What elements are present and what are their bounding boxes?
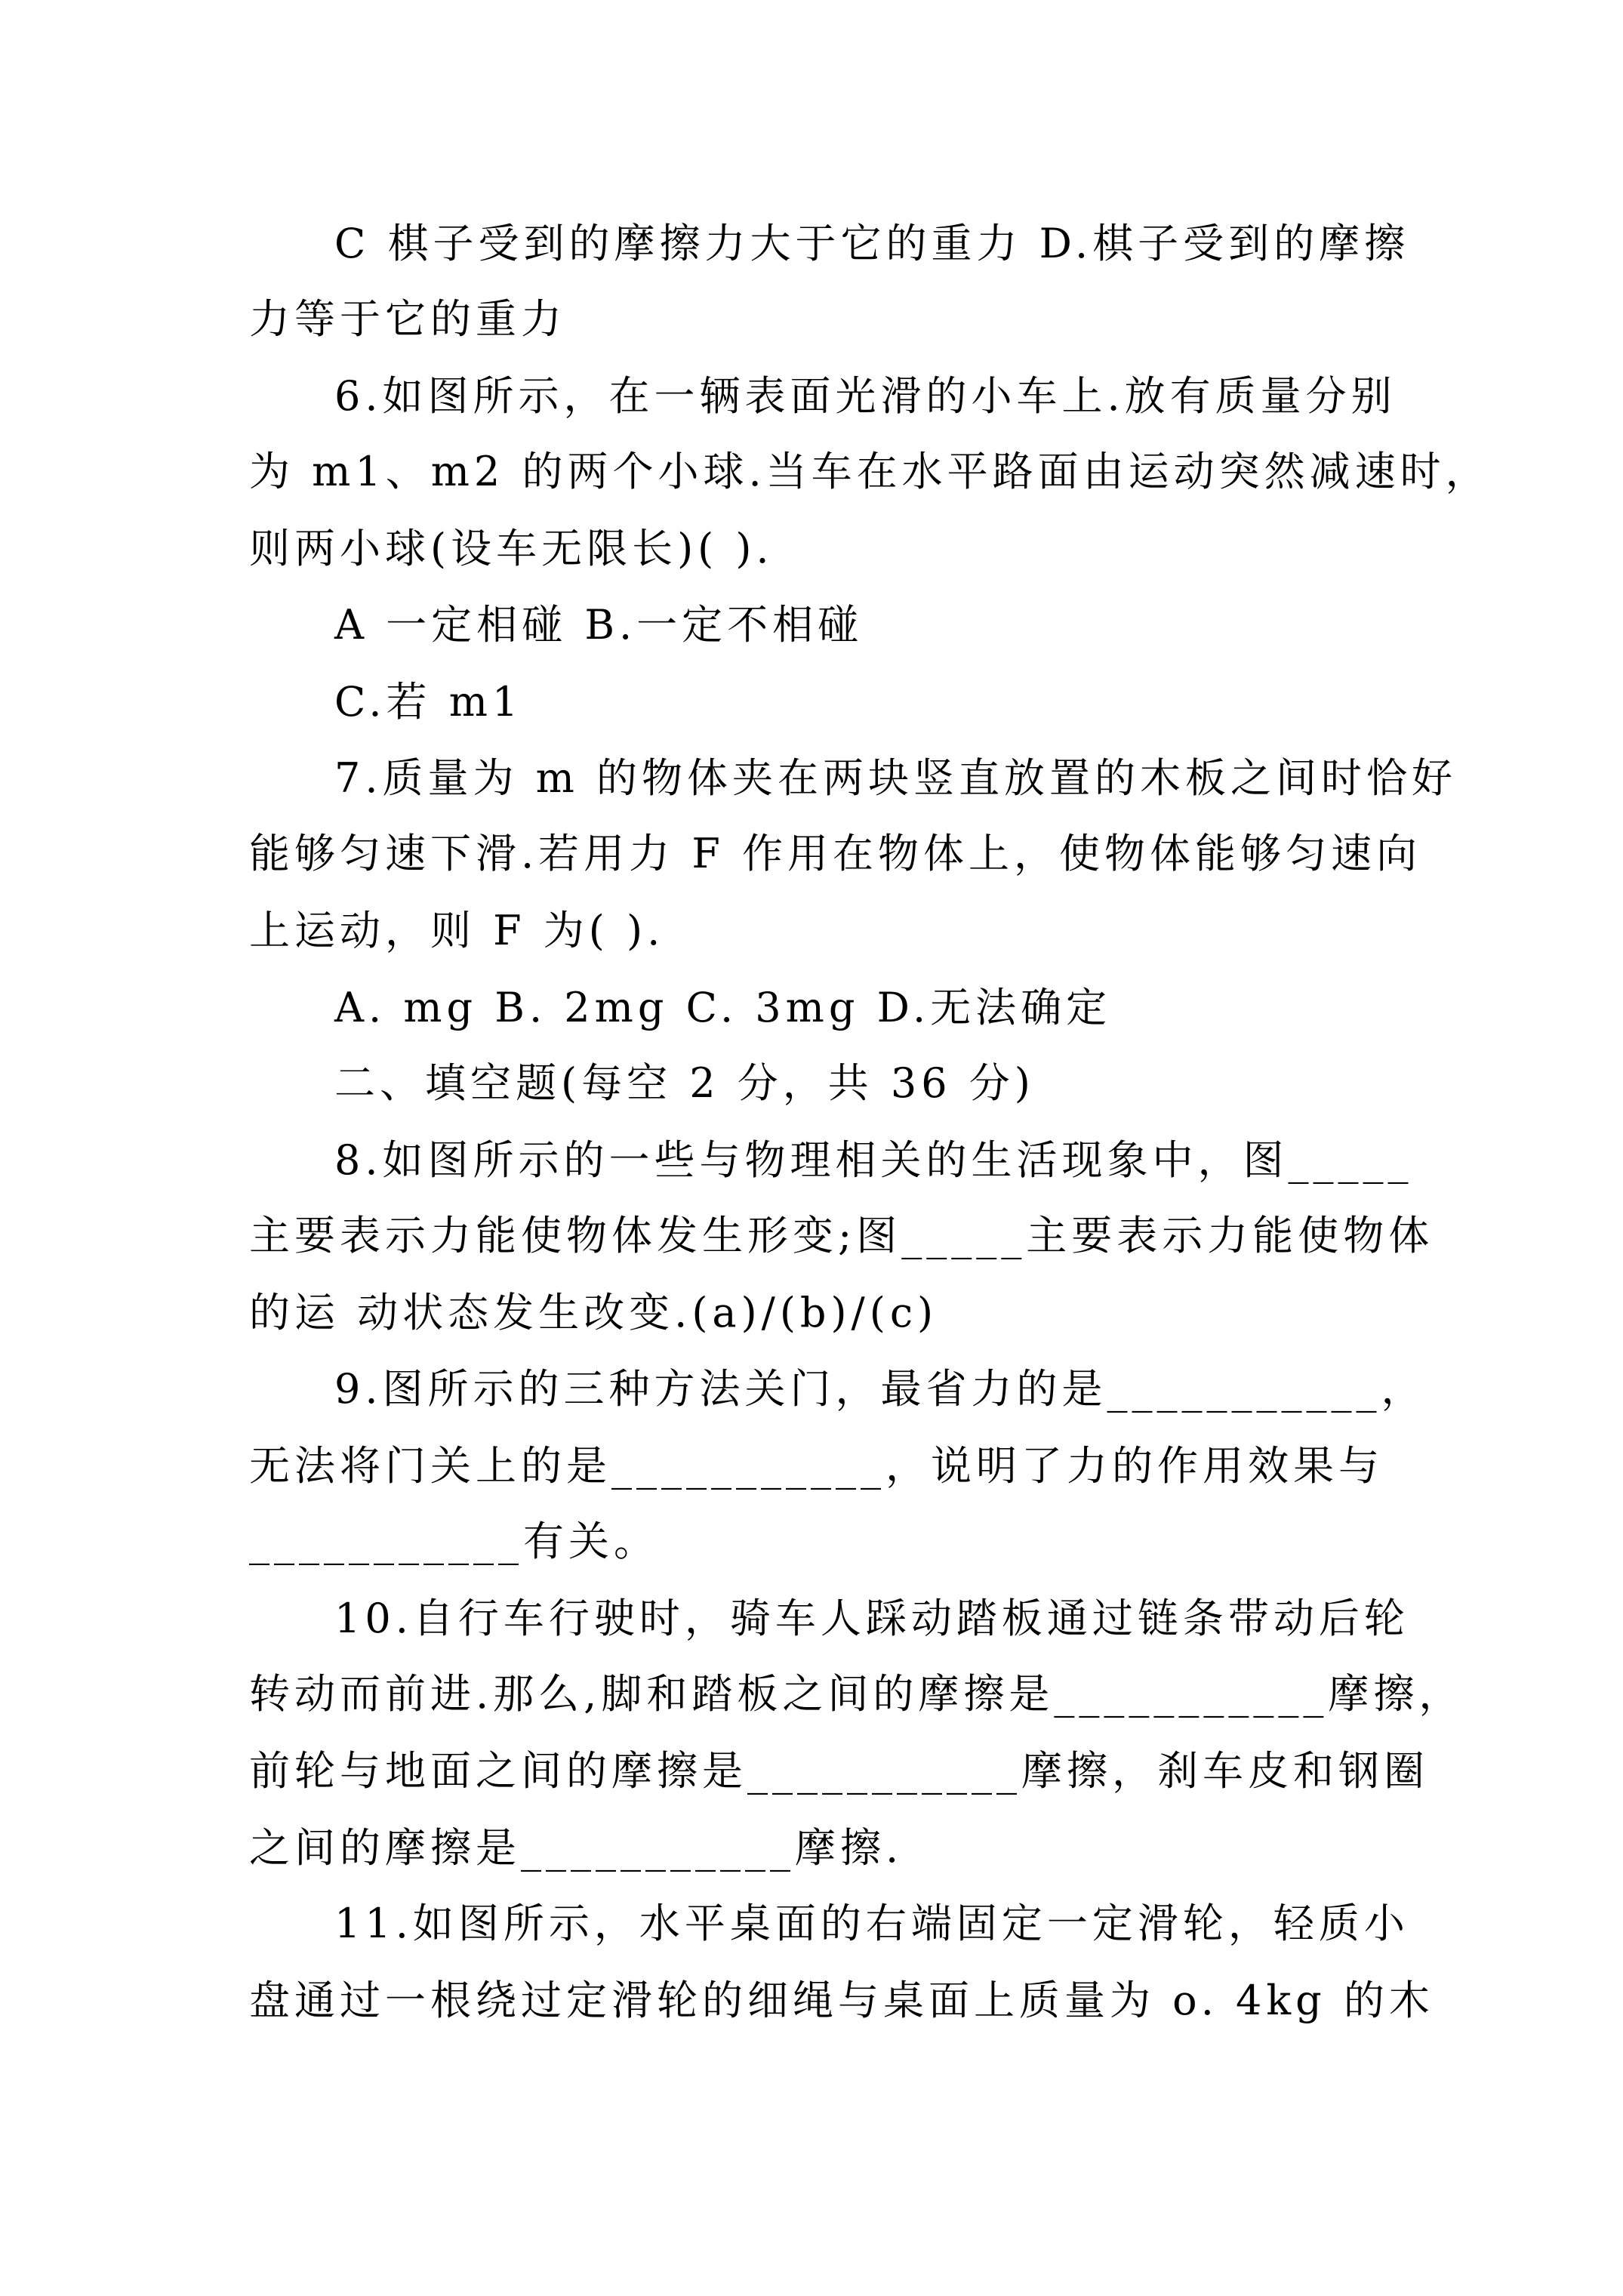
text-line: 则两小球(设车无限长)( ). xyxy=(249,525,774,572)
text-line: 能够匀速下滑.若用力 F 作用在物体上，使物体能够匀速向 xyxy=(249,830,1421,877)
text-line: C.若 m1 xyxy=(334,678,523,726)
text-line: 6.如图所示，在一辆表面光滑的小车上.放有质量分别 xyxy=(334,372,1397,420)
text-line: 上运动，则 F 为( ). xyxy=(249,907,665,954)
text-line: 10.自行车行驶时，骑车人踩动踏板通过链条带动后轮 xyxy=(334,1595,1409,1642)
text-line: 之间的摩擦是___________摩擦. xyxy=(249,1824,904,1872)
text-line: 为 m1、m2 的两个小球.当车在水平路面由运动突然减速时， xyxy=(249,448,1491,495)
text-line: ___________有关。 xyxy=(249,1518,659,1565)
text-line: 主要表示力能使物体发生形变;图_____主要表示力能使物体 xyxy=(249,1212,1434,1259)
text-line: 7.质量为 m 的物体夹在两块竖直放置的木板之间时恰好 xyxy=(334,754,1458,802)
text-line: 盘通过一根绕过定滑轮的细绳与桌面上质量为 o. 4kg 的木 xyxy=(249,1977,1434,2024)
text-line: 8.如图所示的一些与物理相关的生活现象中，图_____ xyxy=(334,1136,1413,1184)
text-line: 11.如图所示，水平桌面的右端固定一定滑轮，轻质小 xyxy=(334,1900,1409,1947)
text-line: A 一定相碰 B.一定不相碰 xyxy=(334,601,864,649)
text-line: 的运 动状态发生改变.(a)/(b)/(c) xyxy=(249,1289,938,1336)
text-line: C 棋子受到的摩擦力大于它的重力 D.棋子受到的摩擦 xyxy=(334,220,1410,267)
text-line: A. mg B. 2mg C. 3mg D.无法确定 xyxy=(334,984,1112,1031)
text-line: 力等于它的重力 xyxy=(249,295,566,343)
text-line: 9.图所示的三种方法关门，最省力的是___________， xyxy=(334,1365,1427,1413)
text-line: 转动而前进.那么,脚和踏板之间的摩擦是___________摩擦， xyxy=(249,1670,1464,1718)
text-line: 无法将门关上的是___________，说明了力的作用效果与 xyxy=(249,1442,1384,1490)
text-line: 前轮与地面之间的摩擦是___________摩擦，刹车皮和钢圈 xyxy=(249,1747,1429,1795)
text-line: 二、填空题(每空 2 分，共 36 分) xyxy=(334,1059,1035,1107)
